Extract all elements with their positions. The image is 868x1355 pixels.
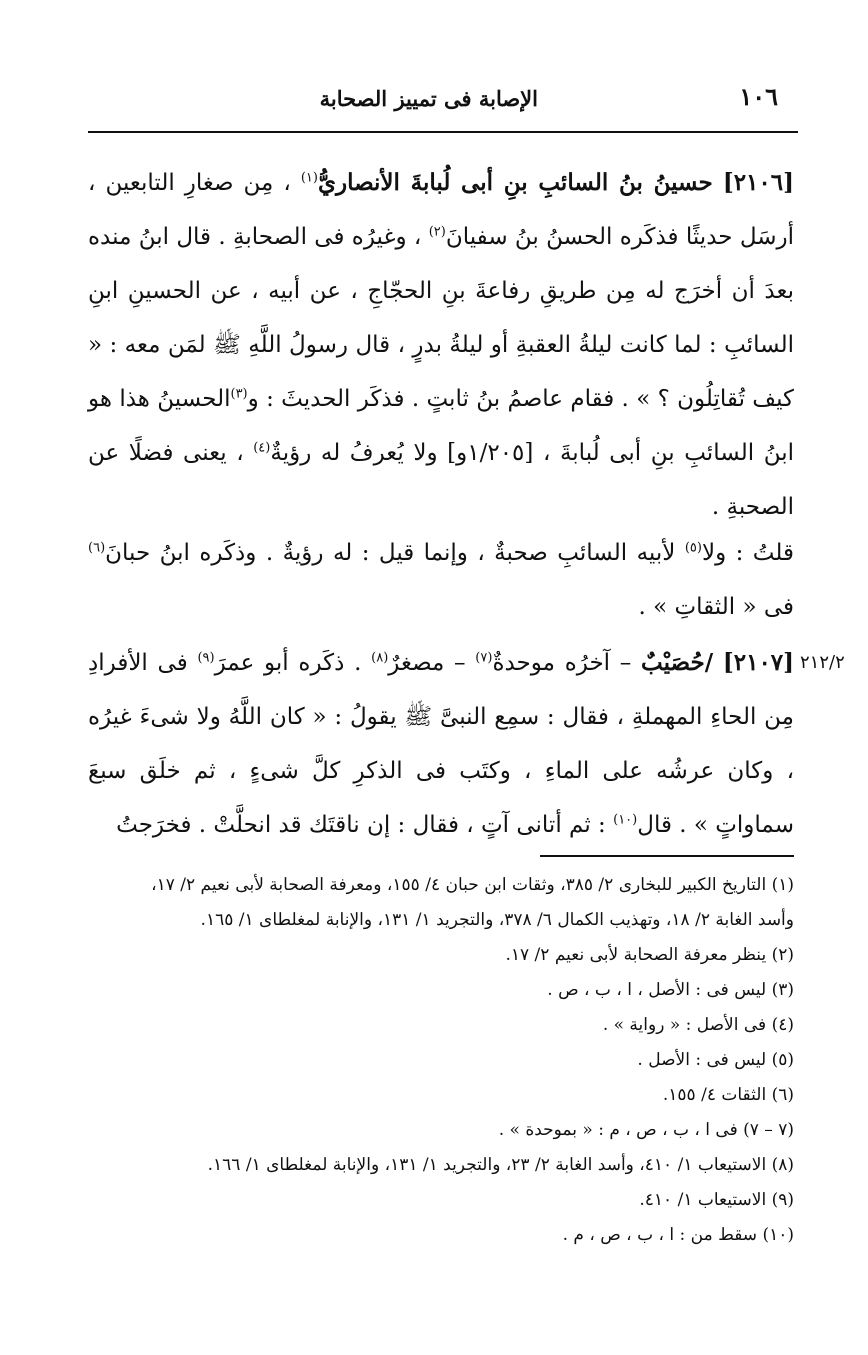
footnote: (٩) الاستيعاب ١/ ٤١٠. <box>639 1190 794 1210</box>
entry-2106 <box>88 156 794 534</box>
footnote-ref: (٥) <box>684 540 702 556</box>
margin-reference: ٢١٢/٢ <box>800 652 845 673</box>
entry-2107 <box>88 636 794 852</box>
running-title: الإصابة فى تمييز الصحابة <box>319 86 538 111</box>
footnote-ref: (٣) <box>230 386 248 402</box>
entry-text: – مصغرٌ <box>388 650 466 676</box>
entry-text: فى الأفرادِ مِن الحاءِ المهملةِ ، فقال : سمِع النبىَّ ﷺ يقولُ : « كان اللَّهُ ولا شىءَ غيرُه ، وكان عرشُه على الماءِ ، وكتَب فى الذكرِ كلَّ شىءٍ ، ثم خلَق سبعَ سماواتٍ » . قال <box>88 650 794 838</box>
footnote-ref: (٢) <box>428 224 446 240</box>
entry-2106-paragraph <box>88 156 794 534</box>
footnote: (١٠) سقط من : ا ، ب ، ص ، م . <box>562 1225 794 1245</box>
entry-number: [٢١٠٦] <box>722 169 795 196</box>
comment-text: لأبيه السائبِ صحبةٌ ، وإنما قيل : له رؤيةٌ . وذكَره ابنُ حبانَ <box>105 540 676 566</box>
comment-text-block <box>88 526 794 634</box>
footnote: (٥) ليس فى : الأصل . <box>637 1050 794 1070</box>
comment-paragraph <box>88 526 794 634</box>
footnote: (٦) الثقات ٤/ ١٥٥. <box>662 1085 794 1105</box>
entry-text: ، يعنى فضلًا عن الصحبةِ . <box>88 440 794 520</box>
footnote: (٣) ليس فى : الأصل ، ا ، ب ، ص . <box>547 980 794 1000</box>
entry-name: /حُصَيْبٌ <box>641 649 714 676</box>
footnote: (٧ – ٧) فى ا ، ب ، ص ، م : « بموحدة » . <box>498 1120 794 1140</box>
entry-text: : ثم أتانى آتٍ ، فقال : إن ناقتَك قد انحلَّتْ . فخرَجتُ <box>116 812 606 838</box>
entry-number: [٢١٠٧] <box>722 649 795 676</box>
footnote-rule <box>540 855 794 857</box>
entry-2107-paragraph <box>88 636 794 852</box>
page-number: ١٠٦ <box>739 82 778 111</box>
comment-text: فى « الثقاتِ » . <box>638 594 794 620</box>
footnotes <box>110 868 794 1253</box>
entry-text: الحسينُ هذا هو ابنُ السائبِ بنِ أبى لُبابةَ ، [١/٢٠٥و] ولا يُعرفُ له رؤيةٌ <box>88 386 794 466</box>
footnote-ref: (٨) <box>371 650 389 666</box>
footnote-ref: (١٠) <box>613 812 638 828</box>
entry-name: حسينُ بنُ السائبِ بنِ أبى لُبابةَ الأنصاريُّ <box>317 169 713 196</box>
comment-text: قلتُ : ولا <box>701 540 794 566</box>
footnote: (٢) ينظر معرفة الصحابة لأبى نعيم ٢/ ١٧. <box>505 945 794 965</box>
footnote-ref: (٧) <box>475 650 493 666</box>
footnote: (١) التاريخ الكبير للبخارى ٢/ ٣٨٥، وثقات ابن حبان ٤/ ١٥٥، ومعرفة الصحابة لأبى نعيم ٢/ ١٧، وأسد الغابة ٢/ ١٨، وتهذيب الكمال ٦/ ٣٧٨، والتجريد ١/ ١٣١، والإنابة لمغلطاى ١/ ١٦٥. <box>151 875 794 930</box>
entry-text: . ذكَره أبو عمرَ <box>214 650 362 676</box>
header-rule <box>88 131 798 133</box>
page-header <box>88 78 778 122</box>
footnote: (٤) فى الأصل : « رواية » . <box>602 1015 794 1035</box>
entry-text: ، وغيرُه فى الصحابةِ . قال ابنُ منده بعدَ أن أخرَج له مِن طريقِ رفاعةَ بنِ الحجّاجِ ، عن أبيه ، عن الحسينِ ابنِ السائبِ : لما كانت ليلةُ العقبةِ أو ليلةُ بدرٍ ، قال رسولُ اللَّهِ ﷺ لمَن معه : « كيف تُقاتِلُون ؟ » . فقام عاصمُ بنُ ثابتٍ . فذكَر الحديثَ : و <box>88 224 795 412</box>
footnote-ref: (٩) <box>197 650 215 666</box>
footnote-ref: (٤) <box>253 440 271 456</box>
entry-text: – آخرُه موحدةٌ <box>492 650 632 676</box>
footnote: (٨) الاستيعاب ١/ ٤١٠، وأسد الغابة ٢/ ٢٣، والتجريد ١/ ١٣١، والإنابة لمغلطاى ١/ ١٦٦. <box>207 1155 794 1175</box>
entry-text: ، مِن صغارِ التابعين ، أرسَل حديثًا فذكَره الحسنُ بنُ سفيانَ <box>88 170 794 250</box>
footnote-ref: (٦) <box>88 540 106 556</box>
footnote-ref: (١) <box>300 170 318 186</box>
